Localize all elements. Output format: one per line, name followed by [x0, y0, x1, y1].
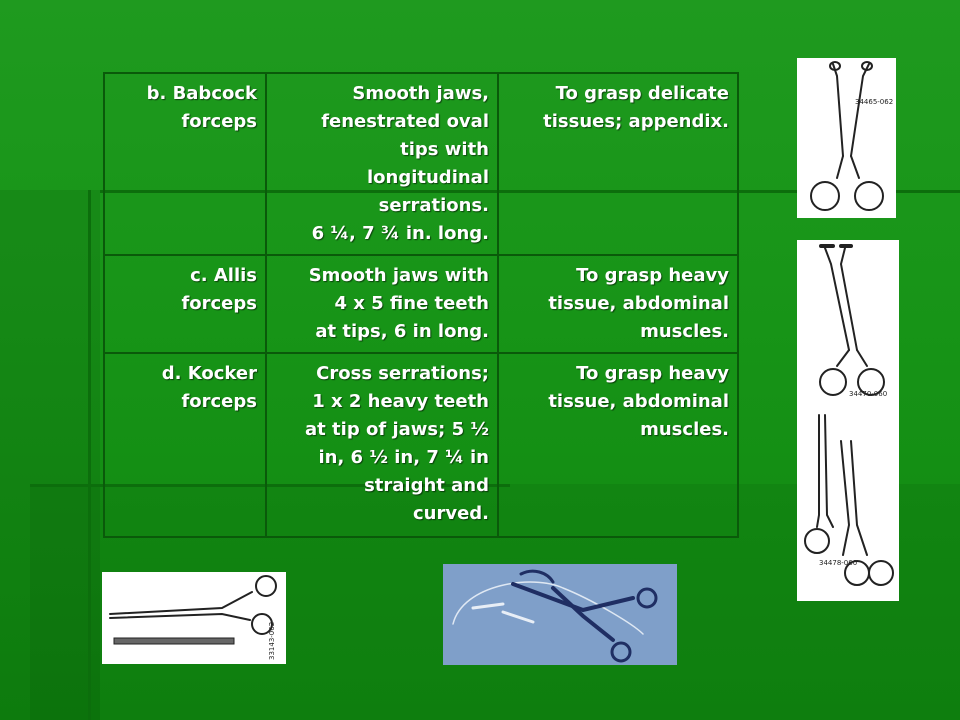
- instrument-name: c. Allis forceps: [104, 255, 266, 353]
- catalog-number: 34478-060: [819, 559, 858, 567]
- allis-forceps-icon: [797, 240, 899, 405]
- catalog-number: 33143-062: [268, 621, 276, 660]
- background-line: [88, 190, 91, 720]
- catalog-number: 34465-062: [855, 98, 894, 106]
- hemostat-image: [102, 572, 286, 664]
- instrument-description: Smooth jaws with 4 x 5 fine teeth at tips, 6 in long.: [266, 255, 498, 353]
- instrument-name: b. Babcock forceps: [146, 83, 257, 132]
- forceps-table: [103, 72, 739, 538]
- kocher-forceps-icon: [797, 405, 899, 601]
- catalog-number: 34470-060: [849, 390, 888, 398]
- babcock-forceps-icon: [797, 58, 896, 218]
- forceps-photo-icon: [443, 564, 677, 665]
- instrument-description: Smooth jaws, fenestrated oval tips with longitudinal serrations. 6 ¼, 7 ¾ in. long.: [266, 73, 498, 255]
- forceps-photo: [443, 564, 677, 665]
- hemostat-icon: [102, 572, 286, 664]
- instrument-name: d. Kocker forceps: [104, 353, 266, 537]
- table-row: [104, 255, 738, 353]
- instrument-description: Cross serrations; 1 x 2 heavy teeth at tip of jaws; 5 ½ in, 6 ½ in, 7 ¼ in straight and curved.: [266, 353, 498, 537]
- instrument-name-cell: [104, 73, 266, 255]
- instrument-use: To grasp heavy tissue, abdominal muscles.: [498, 353, 738, 537]
- kocher-forceps-image: [797, 405, 899, 601]
- table-row: [104, 353, 738, 537]
- instrument-use: To grasp delicate tissues; appendix.: [498, 73, 738, 255]
- allis-forceps-image: [797, 240, 899, 405]
- table-row: [104, 73, 738, 255]
- babcock-forceps-image: [797, 58, 896, 218]
- instrument-use: To grasp heavy tissue, abdominal muscles.: [498, 255, 738, 353]
